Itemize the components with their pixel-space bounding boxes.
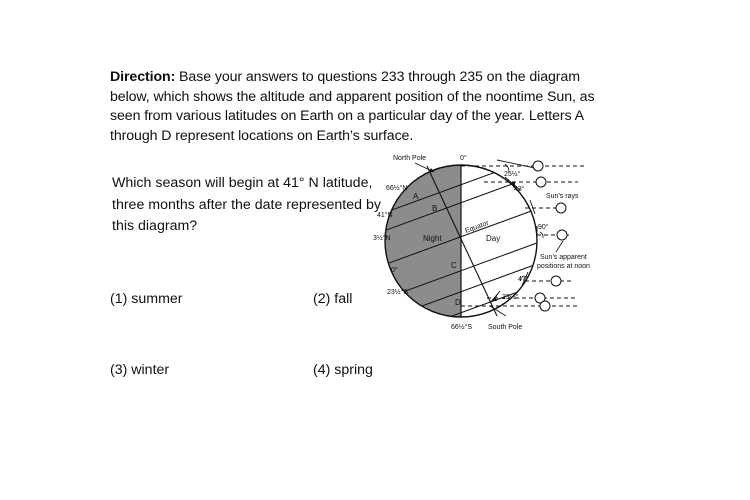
sun-icon: [551, 276, 561, 286]
north-pole-label: North Pole: [393, 155, 427, 162]
zero-degree-top-label: 0°: [460, 155, 467, 162]
latitude-23s-label: 23½°S: [387, 289, 409, 296]
location-a-label: A: [413, 192, 419, 201]
day-label: Day: [486, 234, 501, 243]
latitude-41n-label: 41°N: [377, 212, 393, 219]
direction-text: Base your answers to questions 233 through 235 on the diagram below, which shows the altitude and apparent position of the noontime Sun, as seen from various latitudes on Earth on a particular day of the year. Letters A through D represent locations on Earth’s surface.: [110, 69, 595, 144]
angle-43-label: 43°: [514, 186, 525, 193]
suns-rays-label: Sun's rays: [546, 193, 579, 200]
direction-label: Direction:: [110, 69, 176, 85]
sun-positions-label-line2: positions at noon: [537, 263, 590, 270]
sun-icon: [536, 177, 546, 187]
angle-90-label: 90°: [538, 224, 549, 231]
sun-icon: [557, 230, 567, 240]
latitude-0-label: 0°: [391, 267, 398, 274]
question-text: Which season will begin at 41° N latitude, three months after the date represented by this diagram?: [112, 175, 381, 234]
location-b-label: B: [432, 204, 438, 213]
sun-icon: [540, 301, 550, 311]
choice-1-summer[interactable]: (1) summer: [110, 291, 183, 307]
location-d-label: D: [455, 298, 461, 307]
angle-23-label: 23½°: [502, 294, 519, 301]
latitude-66s-label: 66½°S: [451, 324, 473, 331]
sun-label-pointer: [556, 241, 563, 252]
sun-positions-label-line1: Sun's apparent: [540, 254, 587, 261]
tangent-lines: [490, 160, 537, 303]
choice-2-fall[interactable]: (2) fall: [313, 291, 353, 307]
equator-label: Equator: [464, 219, 490, 235]
night-label: Night: [423, 234, 442, 243]
sun-positions: [533, 161, 567, 311]
latitude-66n-label: 66½°N: [386, 185, 408, 192]
sun-icon: [556, 203, 566, 213]
angle-25-label: 25½°: [504, 171, 521, 178]
sun-icon: [533, 161, 543, 171]
location-c-label: C: [451, 261, 457, 270]
angle-47-label: 47°: [518, 276, 529, 283]
latitude-3n-label: 3½°N: [373, 235, 391, 242]
choice-3-winter[interactable]: (3) winter: [110, 362, 170, 378]
choice-4-spring[interactable]: (4) spring: [313, 362, 373, 378]
south-pole-label: South Pole: [488, 324, 523, 331]
